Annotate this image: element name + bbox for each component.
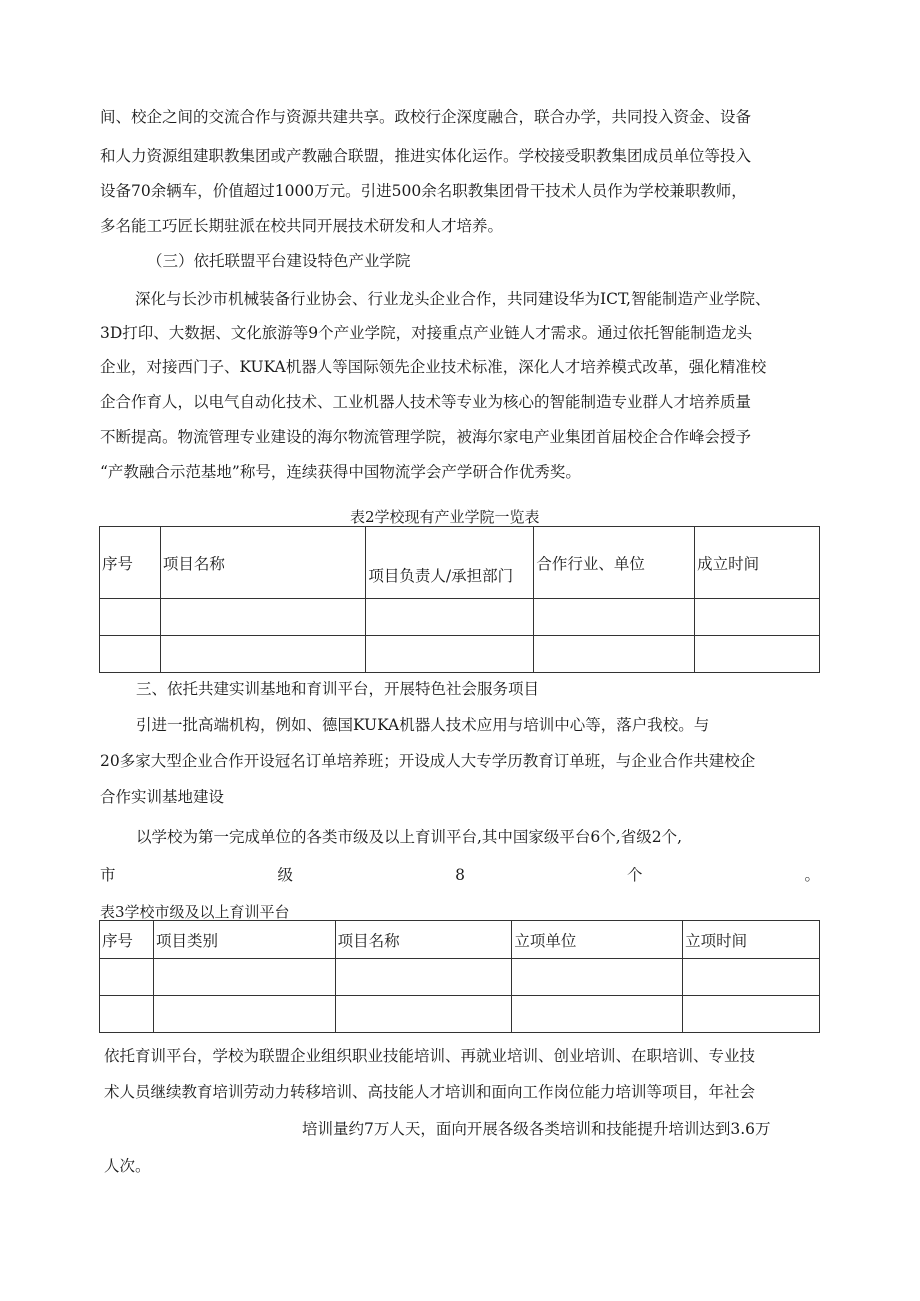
paragraph-line: 依托育训平台，学校为联盟企业组织职业技能培训、再就业培训、创业培训、在职培训、专业技 [104, 1047, 756, 1065]
paragraph-line: 不断提高。物流管理专业建设的海尔物流管理学院，被海尔家电产业集团首届校企合作峰会授予 [100, 428, 752, 446]
spread-token: 个 [626, 866, 643, 884]
spread-token: 级 [277, 866, 294, 884]
paragraph-line: 企业，对接西门子、KUKA机器人等国际领先企业技术标准，深化人才培养模式改革，强化精准校 [100, 358, 767, 376]
table-cell [366, 599, 534, 636]
table-header-cell: 合作行业、单位 [534, 527, 695, 599]
table-cell [366, 636, 534, 673]
table-header-cell: 序号 [100, 921, 154, 959]
paragraph-line: 3D打印、大数据、文化旅游等9个产业学院，对接重点产业链人才需求。通过依托智能制造龙头 [100, 324, 753, 342]
paragraph-line: 人次。 [104, 1157, 151, 1175]
table-cell [160, 599, 366, 636]
paragraph-line: 以学校为第一完成单位的各类市级及以上育训平台,其中国家级平台6个,省级2个, [136, 828, 683, 846]
paragraph-line: 20多家大型企业合作开设冠名订单培养班；开设成人大专学历教育订单班，与企业合作共建校企 [100, 752, 756, 770]
table-header-cell: 项目名称 [160, 527, 366, 599]
spread-token: 。 [804, 866, 820, 884]
table-header-row [100, 921, 820, 959]
table-row [100, 996, 820, 1033]
paragraph-line: 术人员继续教育培训劳动力转移培训、高技能人才培训和面向工作岗位能力培训等项目，年社会 [104, 1083, 756, 1101]
table-cell [335, 959, 512, 996]
section-subheading: （三）依托联盟平台建设特色产业学院 [147, 252, 411, 270]
table-cell [153, 996, 335, 1033]
paragraph-line: 深化与长沙市机械装备行业协会、行业龙头企业合作，共同建设华为ICT,智能制造产业学院、 [135, 290, 771, 308]
table-cell [153, 959, 335, 996]
table-cell [512, 959, 683, 996]
paragraph-line: 培训量约7万人天，面向开展各级各类培训和技能提升培训达到3.6万 [302, 1120, 771, 1138]
paragraph-line: 企合作育人，以电气自动化技术、工业机器人技术等专业为核心的智能制造专业群人才培养质量 [100, 393, 752, 411]
paragraph-line: 引进一批高端机构，例如、德国KUKA机器人技术应用与培训中心等，落户我校。与 [136, 716, 710, 734]
table-row [100, 599, 820, 636]
paragraph-line: 间、校企之间的交流合作与资源共建共享。政校行企深度融合，联合办学，共同投入资金、设备 [100, 108, 752, 126]
industry-college-table [99, 526, 820, 673]
spread-token: 市 [100, 866, 116, 884]
table-header-cell: 项目负责人/承担部门 [366, 527, 534, 599]
table-cell [695, 599, 820, 636]
table-cell [534, 636, 695, 673]
table-cell [512, 996, 683, 1033]
table-header-cell: 立项单位 [512, 921, 683, 959]
table-cell [100, 996, 154, 1033]
table-row [100, 959, 820, 996]
spread-line [100, 864, 820, 886]
table-cell [100, 959, 154, 996]
table-header-cell: 立项时间 [683, 921, 820, 959]
training-platform-table [99, 920, 820, 1033]
table-cell [683, 996, 820, 1033]
table-cell [100, 636, 161, 673]
table-row [100, 636, 820, 673]
table-cell [683, 959, 820, 996]
table-cell [534, 599, 695, 636]
table-header-cell: 项目名称 [335, 921, 512, 959]
section-heading: 三、依托共建实训基地和育训平台，开展特色社会服务项目 [136, 680, 540, 698]
paragraph-line: “产教融合示范基地”称号，连续获得中国物流学会产学研合作优秀奖。 [100, 463, 581, 481]
table-cell [100, 599, 161, 636]
table-cell [335, 996, 512, 1033]
table-header-row [100, 527, 820, 599]
table-header-cell: 项目类别 [153, 921, 335, 959]
table-cell [695, 636, 820, 673]
table-header-cell: 成立时间 [695, 527, 820, 599]
spread-token: 8 [455, 866, 465, 884]
paragraph-line: 设备70余辆车，价值超过1000万元。引进500余名职教集团骨干技术人员作为学校兼职教师， [100, 182, 747, 200]
table-caption: 表3学校市级及以上育训平台 [100, 903, 290, 921]
paragraph-line: 和人力资源组建职教集团或产教融合联盟，推进实体化运作。学校接受职教集团成员单位等投入 [100, 147, 752, 165]
paragraph-line: 合作实训基地建设 [100, 788, 225, 806]
table-caption: 表2学校现有产业学院一览表 [350, 508, 540, 526]
paragraph-line: 多名能工巧匠长期驻派在校共同开展技术研发和人才培养。 [100, 217, 504, 235]
table-header-cell: 序号 [100, 527, 161, 599]
table-cell [160, 636, 366, 673]
